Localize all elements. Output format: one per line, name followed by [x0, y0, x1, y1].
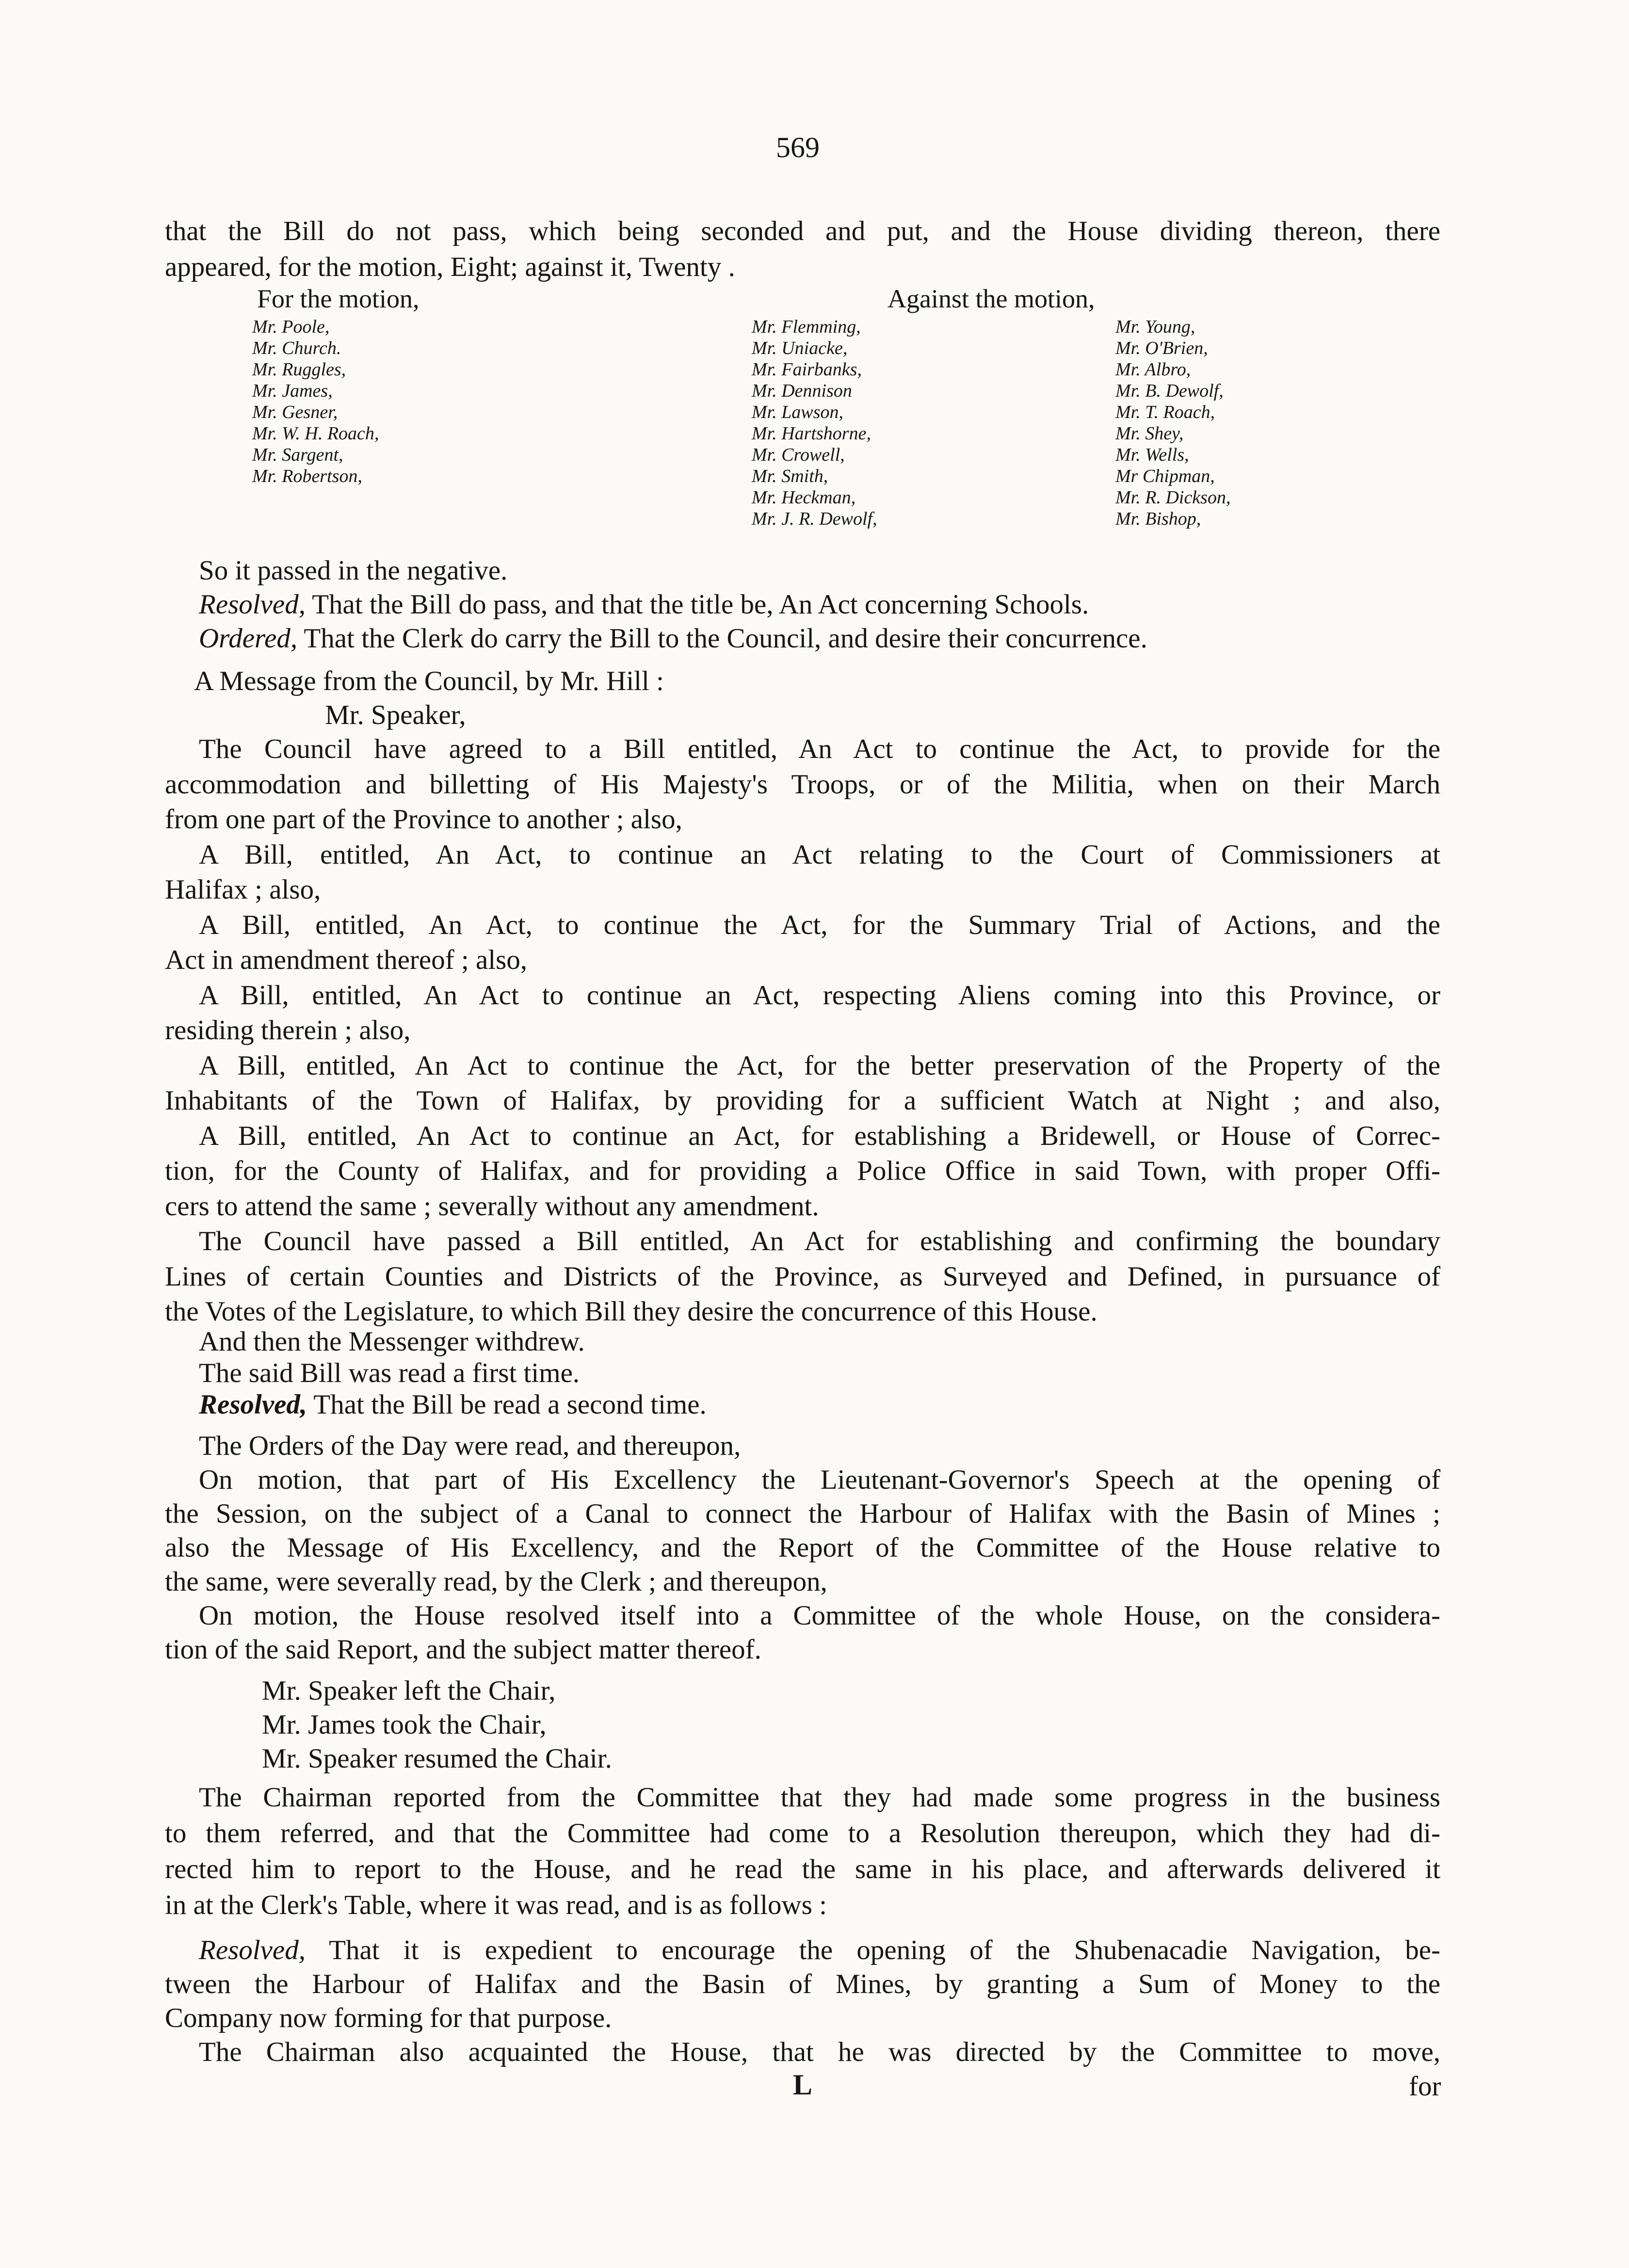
intro-line-2: appeared, for the motion, Eight; against it, Twenty .	[165, 252, 735, 282]
list-item: Mr. Hartshorne,	[752, 423, 871, 444]
message-line: Act in amendment thereof ; also,	[165, 945, 528, 975]
list-item: Mr. James,	[252, 381, 333, 401]
intro-line-1: that the Bill do not pass, which being seconded and put, and the House dividing thereon, there	[165, 216, 1440, 246]
list-item: Mr. Crowell,	[752, 445, 845, 465]
resolved-cont-line: tween the Harbour of Halifax and the Basin of Mines, by granting a Sum of Money to the	[165, 1969, 1440, 1999]
catchword: for	[1409, 2071, 1441, 2102]
signature-mark: L	[793, 2069, 813, 2101]
message-line: A Bill, entitled, An Act, to continue the Act, for the Summary Trial of Actions, and the	[199, 909, 1440, 940]
list-item: Mr. Uniacke,	[752, 338, 848, 358]
chair-line-1: Mr. Speaker left the Chair,	[262, 1675, 556, 1706]
message-line: The Council have passed a Bill entitled, An Act for establishing and confirming the boundary	[199, 1226, 1440, 1256]
list-item: Mr. Fairbanks,	[752, 359, 862, 380]
page-number: 569	[776, 131, 820, 163]
message-line: A Bill, entitled, An Act to continue an Act, respecting Aliens coming into this Province, or	[199, 980, 1440, 1011]
list-item: Mr. Smith,	[752, 466, 828, 486]
message-line: tion, for the County of Halifax, and for providing a Police Office in said Town, with proper Offi-	[165, 1156, 1440, 1186]
ordered-line: Ordered, That the Clerk do carry the Bill to the Council, and desire their concurrence.	[199, 623, 1147, 654]
chair-line-2: Mr. James took the Chair,	[262, 1709, 547, 1740]
report-line: in at the Clerk's Table, where it was read, and is as follows :	[165, 1890, 827, 1920]
orders-line: On motion, the House resolved itself into a Committee of the whole House, on the considera-	[199, 1600, 1440, 1631]
negative-line: So it passed in the negative.	[199, 555, 508, 586]
list-item: Mr. W. H. Roach,	[252, 423, 379, 444]
message-line: Inhabitants of the Town of Halifax, by providing for a sufficient Watch at Night ; and also,	[165, 1085, 1440, 1116]
message-line: A Bill, entitled, An Act, to continue an Act relating to the Court of Commissioners at	[199, 839, 1440, 870]
first-time-line: The said Bill was read a first time.	[199, 1358, 580, 1388]
report-line: rected him to report to the House, and he read the same in his place, and afterwards delivered it	[165, 1854, 1440, 1884]
list-item: Mr. Flemming,	[752, 317, 861, 337]
orders-line: On motion, that part of His Excellency the Lieutenant-Governor's Speech at the opening of	[199, 1464, 1440, 1495]
list-item: Mr. Robertson,	[252, 466, 362, 486]
list-item: Mr. Shey,	[1115, 423, 1184, 444]
for-motion-heading: For the motion,	[257, 284, 419, 313]
list-item: Mr. Heckman,	[752, 487, 856, 508]
orders-line: the same, were severally read, by the Clerk ; and thereupon,	[165, 1566, 827, 1597]
list-item: Mr. Sargent,	[252, 445, 343, 465]
against-names-col1	[752, 316, 877, 530]
speaker-salutation: Mr. Speaker,	[325, 700, 466, 730]
list-item: Mr. O'Brien,	[1115, 338, 1208, 358]
list-item: Mr. Church.	[252, 338, 341, 358]
ordered-label: Ordered,	[199, 623, 298, 654]
list-item: Mr. Albro,	[1115, 359, 1191, 380]
resolved-label: Resolved,	[199, 1935, 306, 1965]
list-item: Mr. Dennison	[752, 381, 852, 401]
message-line: cers to attend the same ; severally without any amendment.	[165, 1190, 819, 1222]
for-names-list	[252, 316, 379, 487]
list-item: Mr. T. Roach,	[1115, 402, 1215, 422]
list-item: Mr. Bishop,	[1115, 509, 1201, 529]
message-line: accommodation and billetting of His Majesty's Troops, or of the Militia, when on their March	[165, 769, 1440, 800]
orders-line: tion of the said Report, and the subject matter thereof.	[165, 1634, 761, 1665]
list-item: Mr. Young,	[1115, 317, 1195, 337]
resolved-label: Resolved,	[199, 589, 306, 620]
message-line: The Council have agreed to a Bill entitled, An Act to continue the Act, to provide for the	[199, 734, 1440, 764]
message-line: the Votes of the Legislature, to which Bill they desire the concurrence of this House.	[165, 1296, 1097, 1327]
message-intro: A Message from the Council, by Mr. Hill :	[194, 666, 664, 696]
message-line: residing therein ; also,	[165, 1015, 411, 1046]
chair-line-3: Mr. Speaker resumed the Chair.	[262, 1743, 612, 1774]
resolved-label: Resolved,	[199, 1389, 307, 1420]
message-line: A Bill, entitled, An Act to continue the Act, for the better preservation of the Property of the	[199, 1050, 1440, 1081]
orders-line: The Orders of the Day were read, and thereupon,	[199, 1431, 741, 1461]
list-item: Mr. R. Dickson,	[1115, 487, 1231, 508]
against-names-col2	[1115, 316, 1230, 530]
final-line: The Chairman also acquainted the House, that he was directed by the Committee to move,	[199, 2037, 1440, 2067]
report-line: The Chairman reported from the Committee that they had made some progress in the business	[199, 1782, 1440, 1813]
withdrew-line: And then the Messenger withdrew.	[199, 1326, 585, 1357]
list-item: Mr. Poole,	[252, 317, 330, 337]
message-line: Lines of certain Counties and Districts of the Province, as Surveyed and Defined, in pursuance of	[165, 1261, 1440, 1292]
resolved-schools: Resolved, That the Bill do pass, and that the title be, An Act concerning Schools.	[199, 589, 1089, 620]
message-line: from one part of the Province to another ; also,	[165, 804, 682, 835]
report-line: to them referred, and that the Committee had come to a Resolution thereupon, which they had di-	[165, 1818, 1440, 1849]
resolved-shubenacadie: Resolved, That it is expedient to encourage the opening of the Shubenacadie Navigation, be-	[199, 1935, 1440, 1965]
resolved-second-time: Resolved, That the Bill be read a second time.	[199, 1389, 707, 1420]
message-line: A Bill, entitled, An Act to continue an Act, for establishing a Bridewell, or House of Correc-	[199, 1120, 1440, 1151]
list-item: Mr. Wells,	[1115, 445, 1189, 465]
list-item: Mr Chipman,	[1115, 466, 1215, 486]
against-motion-heading: Against the motion,	[887, 284, 1095, 313]
list-item: Mr. Gesner,	[252, 402, 338, 422]
message-line: Halifax ; also,	[165, 874, 321, 905]
orders-line: the Session, on the subject of a Canal to connect the Harbour of Halifax with the Basin of Mines ;	[165, 1498, 1440, 1529]
list-item: Mr. Lawson,	[752, 402, 843, 422]
orders-line: also the Message of His Excellency, and the Report of the Committee of the House relative to	[165, 1532, 1440, 1563]
list-item: Mr. B. Dewolf,	[1115, 381, 1224, 401]
list-item: Mr. J. R. Dewolf,	[752, 509, 877, 529]
list-item: Mr. Ruggles,	[252, 359, 346, 380]
resolved-cont-line: Company now forming for that purpose.	[165, 2003, 612, 2033]
